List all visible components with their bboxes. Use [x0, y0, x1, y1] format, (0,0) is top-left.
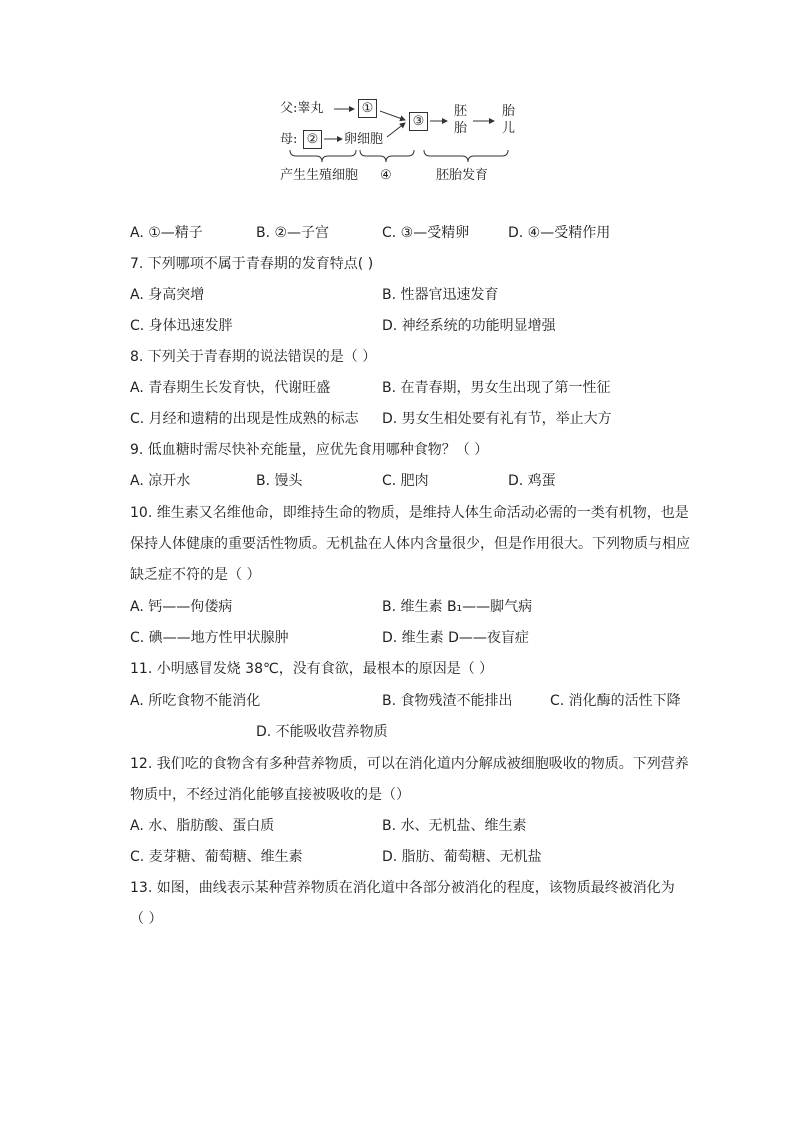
q7-option-d: D. 神经系统的功能明显增强 — [382, 318, 556, 334]
q12-option-b: B. 水、无机盐、维生素 — [382, 818, 527, 834]
q10-option-c: C. 碘——地方性甲状腺肿 — [130, 630, 289, 646]
q9-stem: 9. 低血糖时需尽快补充能量，应优先食用哪种食物？（ ） — [130, 442, 489, 458]
q10-stem-line-2: 保持人体健康的重要活性物质。无机盐在人体内含量很少，但是作用很大。下列物质与相应 — [130, 536, 690, 552]
q9-option-d: D. 鸡蛋 — [508, 473, 556, 489]
brace-label-4: ④ — [380, 168, 392, 183]
embryo-top-label: 胚 — [454, 104, 468, 119]
brace-label-embryo-development: 胚胎发育 — [436, 168, 489, 183]
q6-option-c: C. ③—受精卵 — [382, 225, 470, 241]
egg-cell-label: 卵细胞 — [344, 132, 384, 147]
embryo-bottom-label: 胎 — [454, 121, 468, 136]
q7-stem: 7. 下列哪项不属于青春期的发育特点( ) — [130, 256, 374, 272]
q7-option-a: A. 身高突增 — [130, 287, 205, 303]
q6-option-b: B. ②—子宫 — [256, 225, 330, 241]
q10-stem-line-1: 10. 维生素又名维他命，即维持生命的物质，是维持人体生命活动必需的一类有机物，也是 — [130, 505, 689, 521]
father-testis-label: 父:睾丸 — [280, 101, 324, 116]
box-2: ② — [303, 130, 322, 149]
q8-option-b: B. 在青春期，男女生出现了第一性征 — [382, 380, 611, 396]
mother-label: 母: — [280, 132, 298, 147]
q13-stem-line-1: 13. 如图，曲线表示某种营养物质在消化道中各部分被消化的程度，该物质最终被消化为 — [130, 880, 675, 896]
q9-option-b: B. 馒头 — [256, 473, 303, 489]
q13-stem-line-2: （ ） — [130, 911, 163, 927]
q12-option-a: A. 水、脂肪酸、蛋白质 — [130, 818, 275, 834]
q10-option-d: D. 维生素 D——夜盲症 — [382, 630, 529, 646]
q11-option-a: A. 所吃食物不能消化 — [130, 693, 261, 709]
fetus-top-label: 胎 — [502, 104, 516, 119]
q10-stem-line-3: 缺乏症不符的是（ ） — [130, 567, 261, 583]
q9-option-c: C. 肥肉 — [382, 473, 429, 489]
q12-stem-line-1: 12. 我们吃的食物含有多种营养物质，可以在消化道内分解成被细胞吸收的物质。下列营养 — [130, 756, 689, 772]
q8-option-a: A. 青春期生长发育快，代谢旺盛 — [130, 380, 331, 396]
q7-option-c: C. 身体迅速发胖 — [130, 318, 233, 334]
q6-option-d: D. ④—受精作用 — [508, 225, 611, 241]
box-3: ③ — [409, 112, 428, 131]
q12-option-d: D. 脂肪、葡萄糖、无机盐 — [382, 849, 542, 865]
q9-option-a: A. 凉开水 — [130, 473, 191, 489]
q10-option-a: A. 钙——佝偻病 — [130, 599, 233, 615]
q10-option-b: B. 维生素 B₁——脚气病 — [382, 599, 533, 615]
q6-option-a: A. ①—精子 — [130, 225, 203, 241]
q11-option-d: D. 不能吸收营养物质 — [256, 724, 388, 740]
box-1: ① — [358, 99, 377, 118]
q8-option-d: D. 男女生相处要有礼有节，举止大方 — [382, 411, 612, 427]
fetus-bottom-label: 儿 — [502, 121, 516, 136]
q7-option-b: B. 性器官迅速发育 — [382, 287, 499, 303]
q8-option-c: C. 月经和遗精的出现是性成熟的标志 — [130, 411, 359, 427]
q11-option-c: C. 消化酶的活性下降 — [550, 693, 681, 709]
q8-stem: 8. 下列关于青春期的说法错误的是（ ） — [130, 349, 377, 365]
q11-stem: 11. 小明感冒发烧 38℃，没有食欲，最根本的原因是（ ） — [130, 661, 494, 677]
reproduction-diagram — [270, 92, 530, 192]
q12-option-c: C. 麦芽糖、葡萄糖、维生素 — [130, 849, 303, 865]
q11-option-b: B. 食物残渣不能排出 — [382, 693, 513, 709]
q12-stem-line-2: 物质中，不经过消化能够直接被吸收的是（） — [130, 787, 410, 803]
brace-label-gametes: 产生生殖细胞 — [280, 168, 359, 183]
